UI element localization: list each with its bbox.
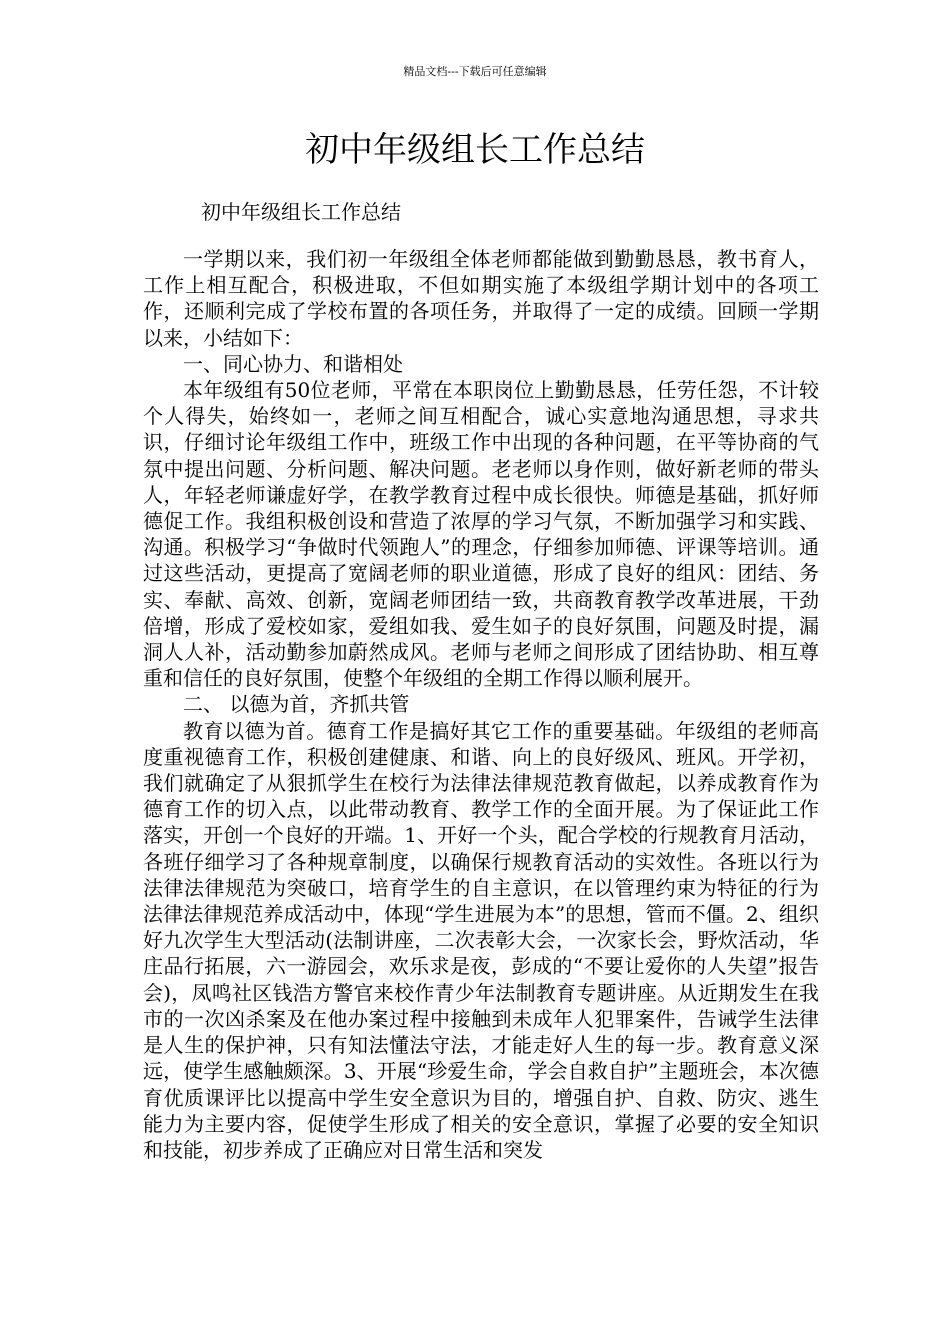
document-body (143, 246, 819, 1163)
paragraph-section-1: 本年级组有50位老师，平常在本职岗位上勤勤恳恳，任劳任怨，不计较个人得失，始终如一，老师之间互相配合，诚心实意地沟通思想，寻求共识，仔细讨论年级组工作中，班级工作中出现的各种问题，在平等协商的气氛中提出问题、分析问题、解决问题。老老师以身作则，做好新老师的带头人，年轻老师谦虚好学，在教学教育过程中成长很快。师德是基础，抓好师德促工作。我组积极创设和营造了浓厚的学习气氛，不断加强学习和实践、沟通。积极学习“争做时代领跑人”的理念，仔细参加师德、评课等培训。通过这些活动，更提高了宽阔老师的职业道德，形成了良好的组风：团结、务实、奉献、高效、创新，宽阔老师团结一致，共商教育教学改革进展，干劲倍增，形成了爱校如家，爱组如我、爱生如子的良好氛围，问题及时提，漏洞人人补，活动勤参加蔚然成风。老师与老师之间形成了团结协助、相互尊重和信任的良好氛围，使整个年级组的全期工作得以顺利展开。 (143, 378, 819, 691)
document-subtitle: 初中年级组长工作总结 (201, 200, 401, 224)
header-note: 精品文档---下载后可任意编辑 (403, 65, 547, 78)
section-heading-1: 一、同心协力、和谐相处 (183, 351, 403, 376)
paragraph-intro: 一学期以来，我们初一年级组全体老师都能做到勤勤恳恳，教书育人，工作上相互配合，积极进取，不但如期实施了本级组学期计划中的各项工作，还顺利完成了学校布置的各项任务，并取得了一定的成绩。回顾一学期以来，小结如下： (143, 247, 819, 350)
paragraph-section-2: 教育以德为首。德育工作是搞好其它工作的重要基础。年级组的老师高度重视德育工作，积极创建健康、和谐、向上的良好级风、班风。开学初，我们就确定了从狠抓学生在校行为法律法律规范教育做起，以养成教育作为德育工作的切入点，以此带动教育、教学工作的全面开展。为了保证此工作落实，开创一个良好的开端。1、开好一个头，配合学校的行规教育月活动，各班仔细学习了各种规章制度，以确保行规教育活动的实效性。各班以行为法律法律规范为突破口，培育学生的自主意识，在以管理约束为特征的行为法律法律规范养成活动中，体现“学生进展为本”的思想，管而不僵。2、组织好九次学生大型活动(法制讲座，二次表彰大会，一次家长会，野炊活动，华庄品行拓展，六一游园会，欢乐求是夜，彭成的“不要让爱你的人失望”报告会)，凤鸣社区钱浩方警官来校作青少年法制教育专题讲座。从近期发生在我市的一次凶杀案及在他办案过程中接触到未成年人犯罪案件，告诫学生法律是人生的保护神，只有知法懂法守法，才能走好人生的每一步。教育意义深远，使学生感触颇深。3、开展“珍爱生命，学会自救自护”主题班会，本次德育优质课评比以提高中学生安全意识为目的，增强自护、自救、防灾、逃生能力为主要内容，促使学生形成了相关的安全意识，掌握了必要的安全知识和技能，初步养成了正确应对日常生活和突发 (143, 718, 819, 1162)
section-heading-2: 二、 以德为首，齐抓共管 (183, 692, 410, 717)
document-title: 初中年级组长工作总结 (305, 130, 645, 170)
